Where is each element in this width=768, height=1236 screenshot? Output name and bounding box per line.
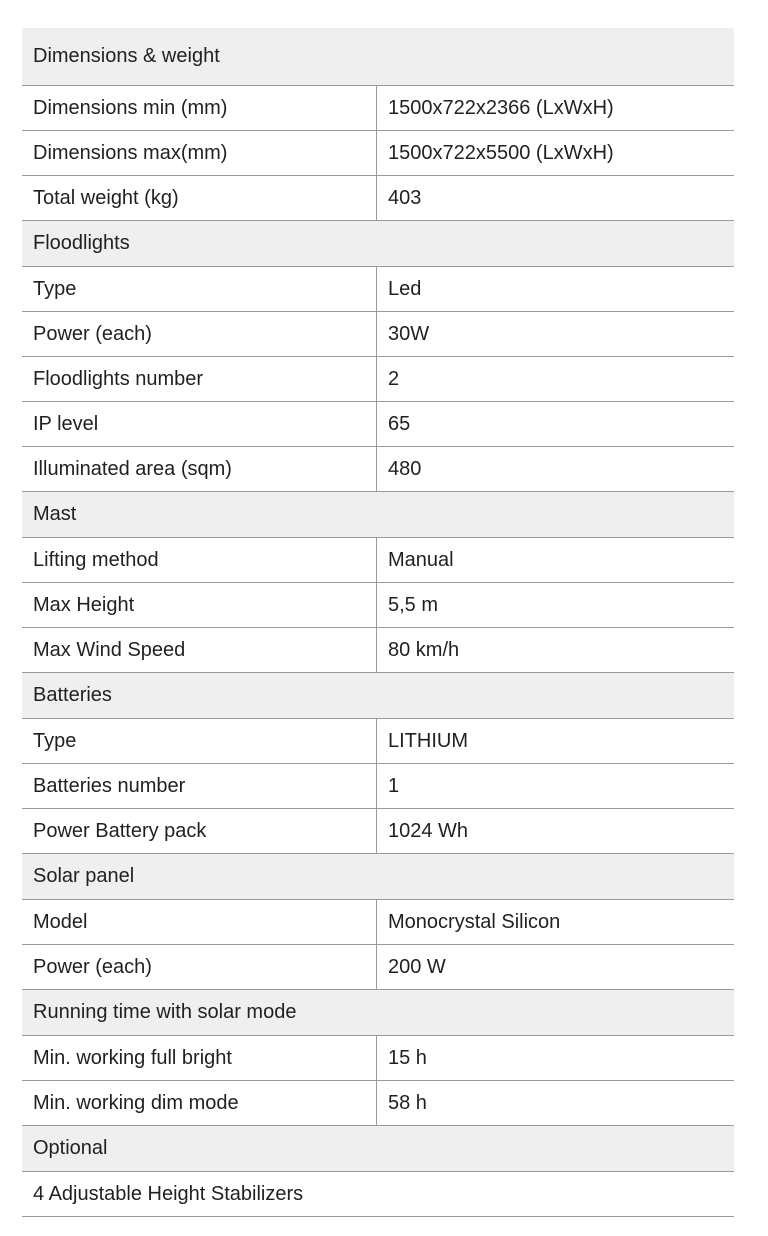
section-title: Running time with solar mode	[33, 1001, 297, 1023]
section-header-floodlights	[22, 221, 734, 267]
spec-label: Power (each)	[22, 945, 377, 989]
table-row	[22, 809, 734, 854]
spec-table	[22, 28, 734, 1217]
optional-item: 4 Adjustable Height Stabilizers	[33, 1182, 304, 1205]
table-row	[22, 357, 734, 402]
section-title: Solar panel	[33, 865, 135, 887]
spec-label: Min. working dim mode	[22, 1081, 377, 1125]
spec-label: Floodlights number	[22, 357, 377, 401]
table-row	[22, 267, 734, 312]
section-header-running-time	[22, 990, 734, 1036]
table-row	[22, 86, 734, 131]
table-row	[22, 447, 734, 492]
table-row	[22, 402, 734, 447]
table-row	[22, 1036, 734, 1081]
spec-value: Led	[388, 277, 422, 300]
spec-value: 1500x722x2366 (LxWxH)	[388, 96, 614, 119]
spec-value: 480	[388, 457, 422, 480]
table-row	[22, 176, 734, 221]
table-row	[22, 1172, 734, 1217]
table-row	[22, 131, 734, 176]
table-row	[22, 719, 734, 764]
table-row	[22, 312, 734, 357]
spec-label: Power (each)	[22, 312, 377, 356]
spec-label: Batteries number	[22, 764, 377, 808]
spec-label: Type	[22, 267, 377, 311]
section-header-solar-panel	[22, 854, 734, 900]
table-row	[22, 945, 734, 990]
spec-label: Illuminated area (sqm)	[22, 447, 377, 491]
spec-value: 403	[388, 186, 422, 209]
section-header-dimensions-weight	[22, 28, 734, 86]
spec-value: 80 km/h	[388, 638, 460, 661]
section-header-mast	[22, 492, 734, 538]
spec-value: Monocrystal Silicon	[388, 910, 561, 933]
section-header-optional	[22, 1126, 734, 1172]
table-row	[22, 628, 734, 673]
spec-value: 5,5 m	[388, 593, 439, 616]
table-row	[22, 900, 734, 945]
spec-label: Dimensions min (mm)	[22, 86, 377, 130]
table-row	[22, 1081, 734, 1126]
table-row	[22, 583, 734, 628]
spec-value: 65	[388, 412, 411, 435]
spec-value: 15 h	[388, 1046, 427, 1069]
spec-label: Dimensions max(mm)	[22, 131, 377, 175]
section-title: Batteries	[33, 684, 112, 706]
spec-value: LITHIUM	[388, 729, 468, 752]
spec-label: Max Height	[22, 583, 377, 627]
section-title: Mast	[33, 503, 77, 525]
spec-label: Lifting method	[22, 538, 377, 582]
spec-label: IP level	[22, 402, 377, 446]
table-row	[22, 764, 734, 809]
spec-label: Max Wind Speed	[22, 628, 377, 672]
spec-value: 200 W	[388, 955, 446, 978]
section-title: Dimensions & weight	[33, 45, 220, 67]
spec-label: Power Battery pack	[22, 809, 377, 853]
spec-value: 1500x722x5500 (LxWxH)	[388, 141, 614, 164]
spec-value: 30W	[388, 322, 430, 345]
section-header-batteries	[22, 673, 734, 719]
spec-value: 1	[388, 774, 400, 797]
spec-label: Type	[22, 719, 377, 763]
spec-value: 2	[388, 367, 400, 390]
section-title: Floodlights	[33, 232, 130, 254]
section-title: Optional	[33, 1137, 108, 1159]
spec-label: Model	[22, 900, 377, 944]
spec-label: Min. working full bright	[22, 1036, 377, 1080]
spec-value: 58 h	[388, 1091, 427, 1114]
spec-label: Total weight (kg)	[22, 176, 377, 220]
spec-value: 1024 Wh	[388, 819, 469, 842]
table-row	[22, 538, 734, 583]
spec-value: Manual	[388, 548, 454, 571]
